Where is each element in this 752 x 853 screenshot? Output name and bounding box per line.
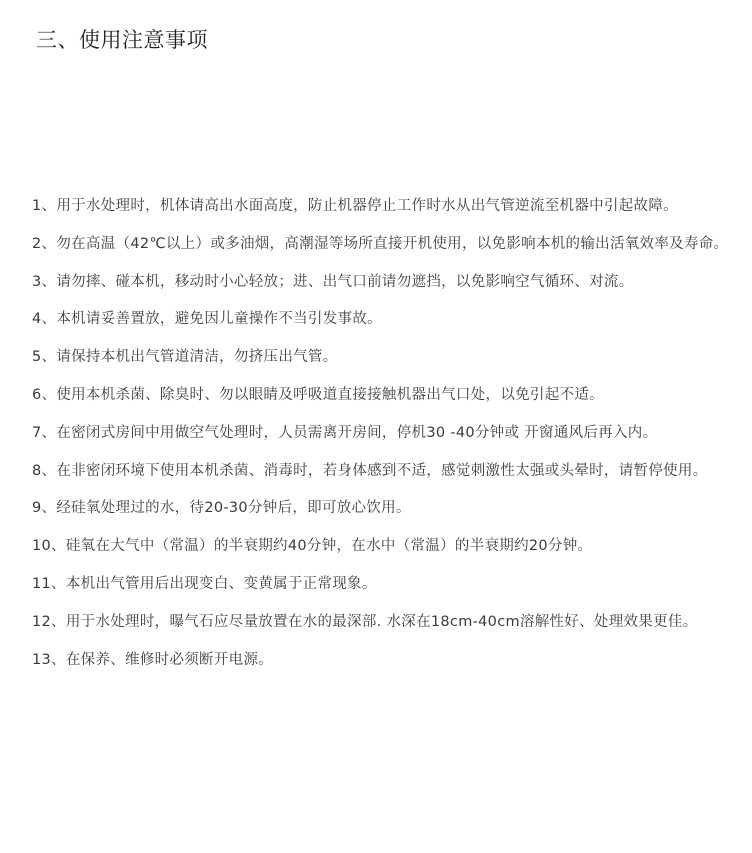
list-item: 3、请勿摔、碰本机，移动时小心轻放；进、出气口前请勿遮挡，以免影响空气循环、对流。 — [32, 273, 634, 290]
list-item: 9、经硅氧处理过的水，待20-30分钟后，即可放心饮用。 — [32, 500, 411, 517]
list-item: 13、在保养、维修时必须断开电源。 — [32, 651, 274, 668]
list-item: 5、请保持本机出气管道清洁，勿挤压出气管。 — [32, 349, 338, 366]
list-item: 1、用于水处理时，机体请高出水面高度，防止机器停止工作时水从出气管逆流至机器中引起故障。 — [32, 198, 678, 214]
notes-list — [32, 188, 746, 679]
list-item: 4、本机请妥善置放，避免因儿童操作不当引发事故。 — [32, 311, 382, 328]
list-item: 6、使用本机杀菌、除臭时、勿以眼睛及呼吸道直接接触机器出气口处，以免引起不适。 — [32, 386, 604, 403]
list-item: 7、在密闭式房间中用做空气处理时，人员需离开房间，停机30 -40分钟或 开窗通风后再入内。 — [32, 424, 658, 441]
section-title: 三、使用注意事项 — [36, 28, 208, 52]
list-item: 8、在非密闭环境下使用本机杀菌、消毒时，若身体感到不适，感觉刺激性太强或头晕时，请暂停使用。 — [32, 462, 708, 479]
list-item: 12、用于水处理时，曝气石应尽量放置在水的最深部. 水深在18cm-40cm溶解性好、处理效果更佳。 — [32, 613, 698, 630]
list-item: 10、硅氧在大气中（常温）的半衰期约40分钟，在水中（常温）的半衰期约20分钟。 — [32, 538, 593, 555]
list-item: 11、本机出气管用后出现变白、变黄属于正常现象。 — [32, 575, 377, 592]
list-item: 2、勿在高温（42℃以上）或多油烟，高潮湿等场所直接开机使用，以免影响本机的输出活氧效率及寿命。 — [32, 235, 729, 252]
